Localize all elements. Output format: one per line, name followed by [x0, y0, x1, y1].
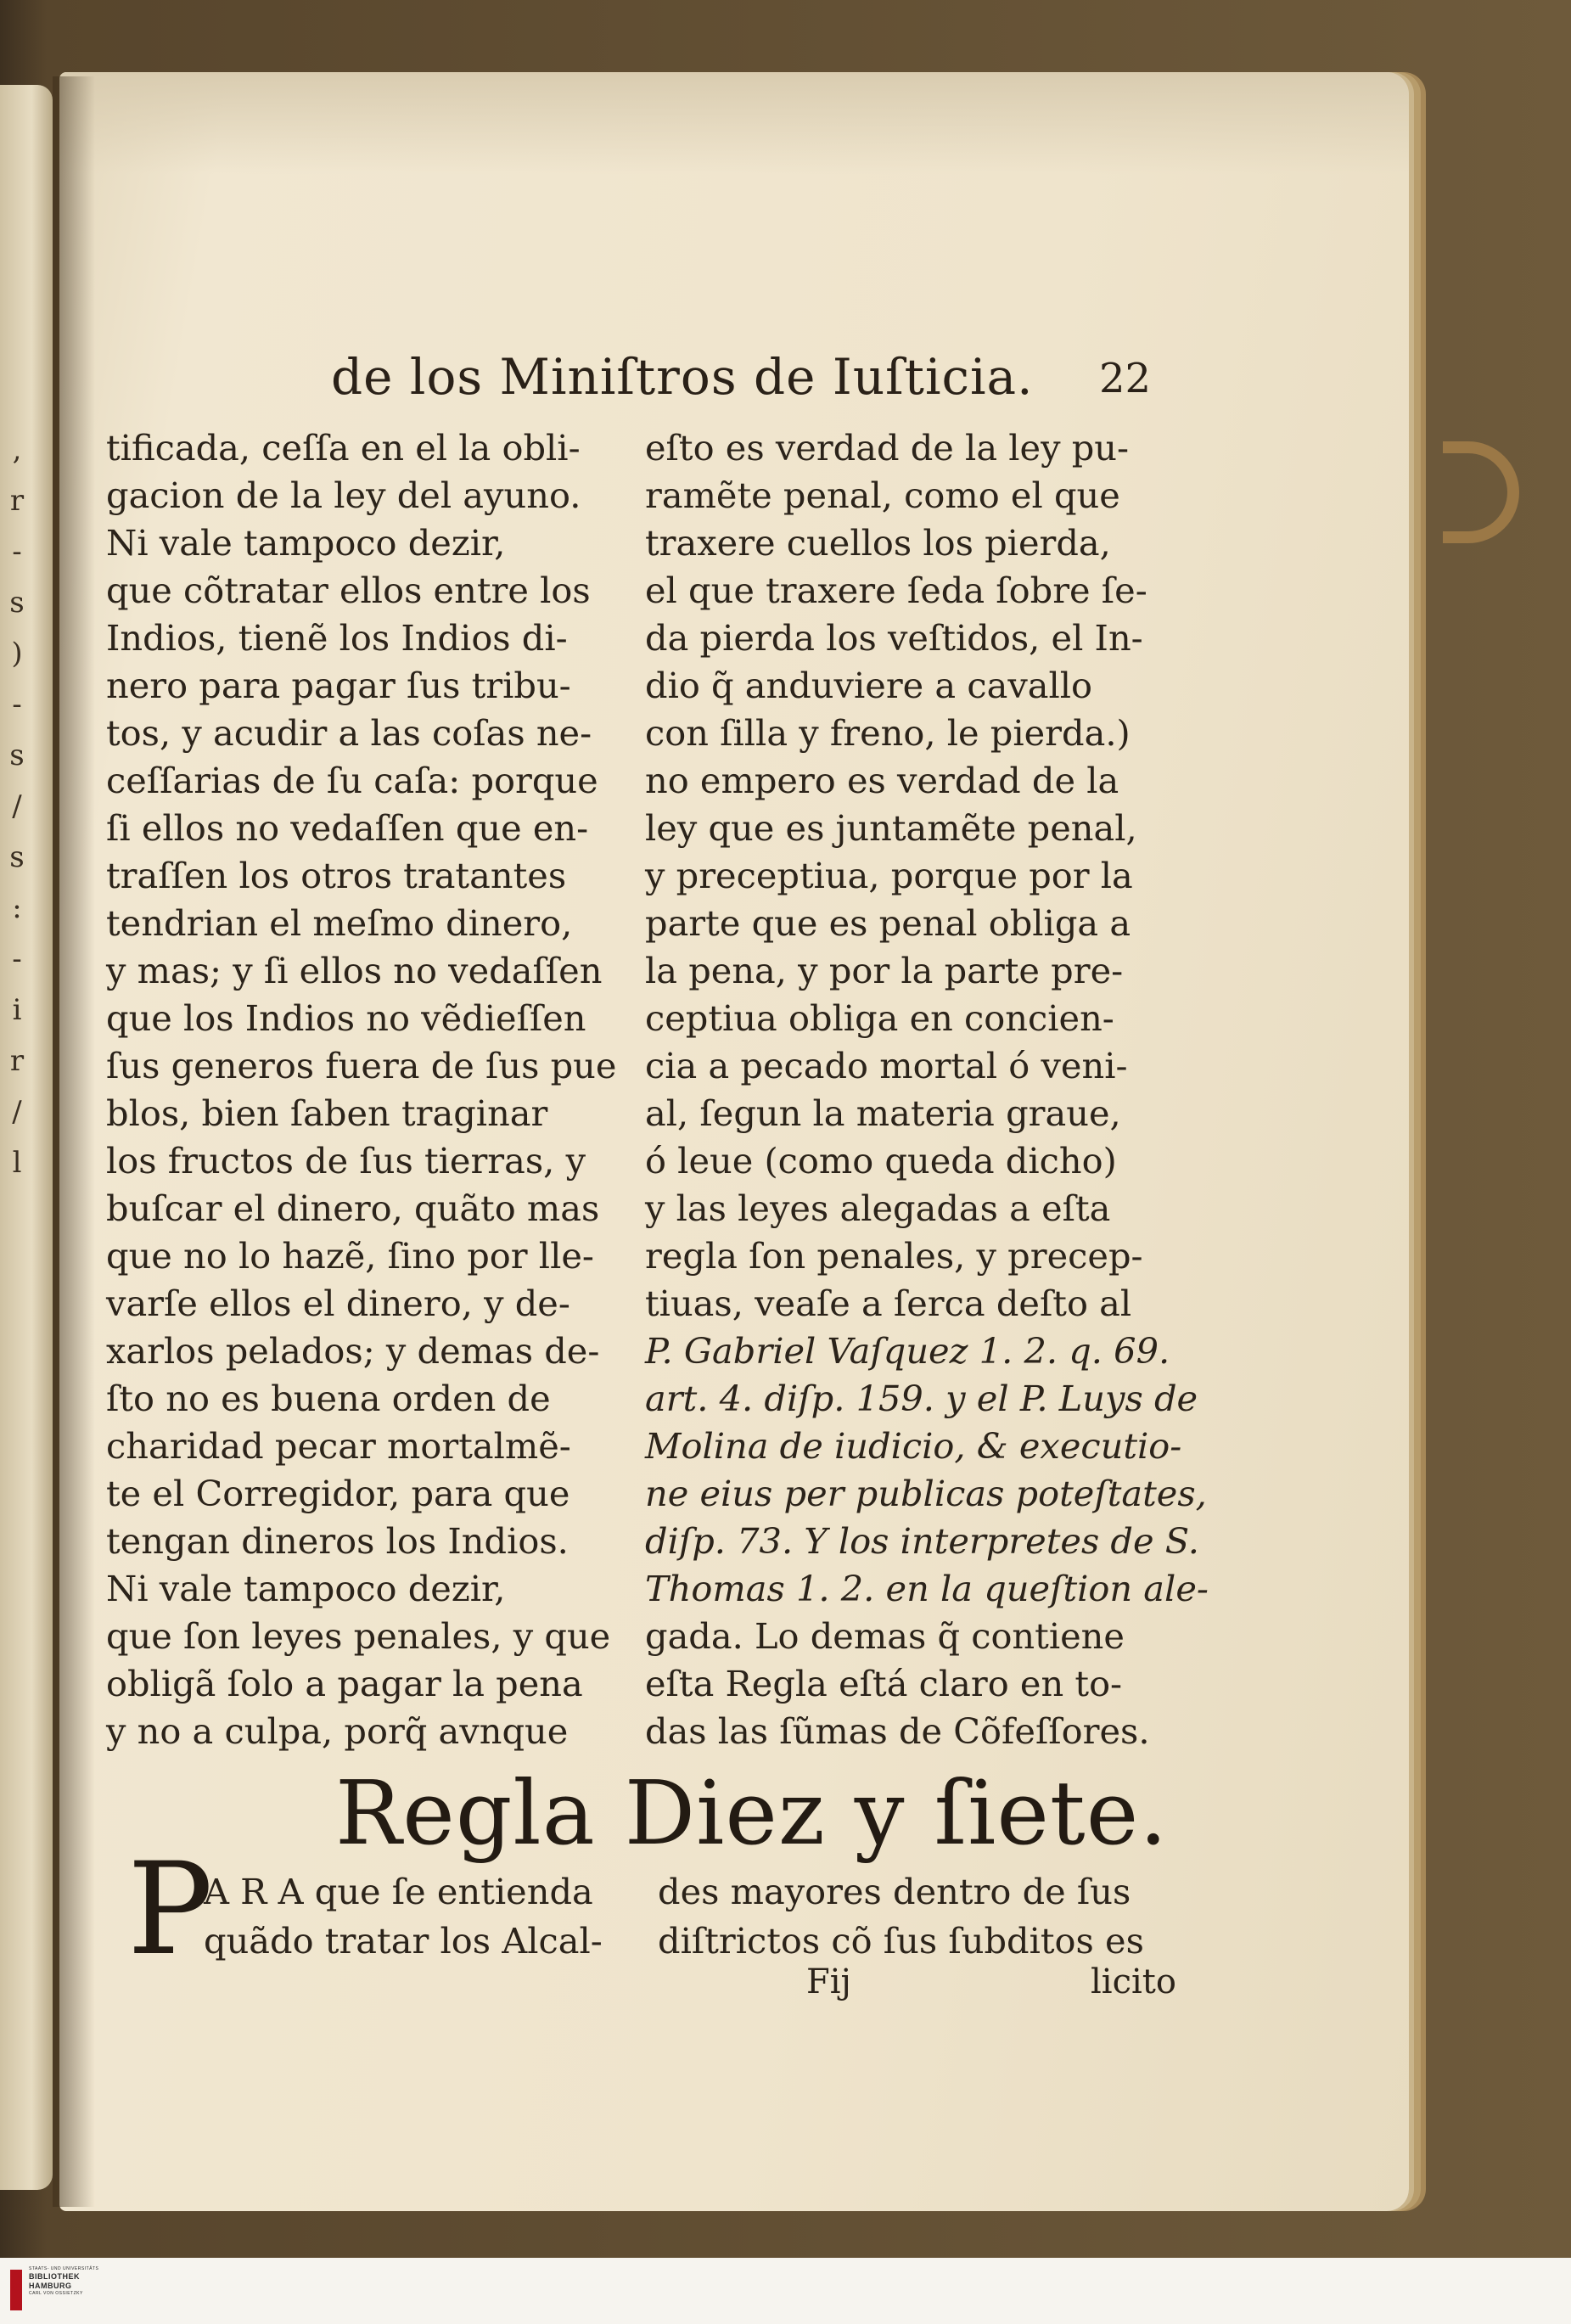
text-line: quãdo tratar los Alcal- — [204, 1920, 603, 1962]
text-line: nero para pagar ſus tribu- — [106, 665, 571, 706]
text-line: varſe ellos el dinero, y de- — [106, 1283, 570, 1324]
text-line: regla ſon penales, y precep- — [645, 1235, 1143, 1277]
text-line: diſp. 73. Y los interpretes de S. — [645, 1520, 1199, 1562]
library-logo — [10, 2266, 112, 2314]
text-line: Indios, tienẽ los Indios di- — [106, 617, 568, 659]
text-line: que no lo hazẽ, ſino por lle- — [106, 1235, 594, 1277]
text-line: dio q̃ anduviere a cavallo — [645, 665, 1093, 706]
text-line: gada. Lo demas q̃ contiene — [645, 1615, 1125, 1657]
text-line: gacion de la ley del ayuno. — [106, 474, 581, 516]
footer-strip — [0, 2258, 1571, 2324]
text-line: das las ſũmas de Cõfeſſores. — [645, 1710, 1150, 1752]
text-line: ſus generos fuera de ſus pue — [106, 1045, 617, 1086]
text-line: el que traxere ſeda ſobre ſe- — [645, 570, 1147, 611]
text-line: diſtrictos cõ ſus ſubditos es — [658, 1920, 1144, 1962]
text-line: obligã ſolo a pagar la pena — [106, 1663, 583, 1704]
text-line: ó leue (como queda dicho) — [645, 1140, 1117, 1182]
drop-cap-initial: P — [127, 1836, 213, 1984]
text-line: blos, bien ſaben traginar — [106, 1092, 548, 1134]
text-line: cia a pecado mortal ó veni- — [645, 1045, 1128, 1086]
text-line: buſcar el dinero, quãto mas — [106, 1187, 600, 1229]
logo-small-text: STAATS- UND UNIVERSITÄTS — [29, 2266, 99, 2271]
section-heading: Regla Diez y ſiete. — [335, 1761, 1169, 1865]
text-line: ſi ellos no vedaſſen que en- — [106, 807, 589, 849]
text-line: con ſilla y freno, le pierda.) — [645, 712, 1131, 754]
text-line: y no a culpa, porq̃ avnque — [106, 1710, 569, 1752]
text-line: y preceptiua, porque por la — [645, 855, 1133, 896]
text-line: tificada, ceſſa en el la obli- — [106, 427, 581, 469]
text-line: te el Corregidor, para que — [106, 1473, 570, 1514]
text-line: ne eius per publicas poteſtates, — [645, 1473, 1207, 1514]
text-line: tengan dineros los Indios. — [106, 1520, 569, 1562]
text-line: y las leyes alegadas a eſta — [645, 1187, 1111, 1229]
page-number: 22 — [1099, 355, 1152, 402]
signature-mark: Fij — [806, 1962, 851, 2001]
text-line: Thomas 1. 2. en la queſtion ale- — [645, 1568, 1209, 1609]
logo-line-1: BIBLIOTHEK — [29, 2272, 80, 2281]
text-line: xarlos pelados; y demas de- — [106, 1330, 600, 1372]
text-line: des mayores dentro de ſus — [658, 1871, 1131, 1912]
text-line: que ſon leyes penales, y que — [106, 1615, 611, 1657]
gutter-shadow — [53, 76, 95, 2207]
library-logo-text — [29, 2266, 110, 2297]
page-top-shading — [59, 72, 1409, 174]
text-line: ramẽte penal, como el que — [645, 474, 1120, 516]
text-line: ley que es juntamẽte penal, — [645, 807, 1137, 849]
text-line: Ni vale tampoco dezir, — [106, 1568, 506, 1609]
logo-small-text-2: CARL VON OSSIETZKY — [29, 2291, 83, 2296]
left-text-column — [106, 424, 615, 1755]
text-line: tos, y acudir a las coſas ne- — [106, 712, 592, 754]
text-line: da pierda los veſtidos, el In- — [645, 617, 1143, 659]
text-line: traſſen los otros tratantes — [106, 855, 567, 896]
text-line: tendrian el meſmo dinero, — [106, 902, 573, 944]
text-line: la pena, y por la parte pre- — [645, 950, 1124, 991]
library-logo-mark — [10, 2270, 22, 2310]
running-title: de los Miniſtros de Iuſticia. — [331, 348, 1034, 406]
text-line: ceſſarias de ſu caſa: porque — [106, 760, 598, 801]
text-line: y mas; y ſi ellos no vedaſſen — [106, 950, 603, 991]
text-line: al, ſegun la materia graue, — [645, 1092, 1121, 1134]
text-line: P. Gabriel Vaſquez 1. 2. q. 69. — [645, 1330, 1170, 1372]
text-line: que los Indios no vẽdieſſen — [106, 997, 586, 1039]
right-text-column — [645, 424, 1209, 1755]
running-header — [314, 348, 1163, 416]
text-line: traxere cuellos los pierda, — [645, 522, 1111, 564]
section-paragraph-right — [658, 1867, 1184, 1966]
logo-line-2: HAMBURG — [29, 2282, 72, 2290]
text-line: ceptiua obliga en concien- — [645, 997, 1114, 1039]
left-page-margin-fragments: , r - s ) - s / s : - i r / l — [9, 433, 25, 1180]
text-line: charidad pecar mortalmẽ- — [106, 1425, 571, 1467]
text-line: parte que es penal obliga a — [645, 902, 1131, 944]
text-line: eſto es verdad de la ley pu- — [645, 427, 1130, 469]
text-line: A R A que ſe entienda — [204, 1871, 593, 1912]
text-line: eſta Regla eſtá claro en to- — [645, 1663, 1123, 1704]
text-line: no empero es verdad de la — [645, 760, 1119, 801]
text-line: que cõtratar ellos entre los — [106, 570, 591, 611]
text-line: los fructos de ſus tierras, y — [106, 1140, 586, 1182]
text-line: tiuas, veaſe a ſerca deſto al — [645, 1283, 1132, 1324]
text-line: art. 4. diſp. 159. y el P. Luys de — [645, 1378, 1198, 1419]
text-line: Molina de iudicio, & executio- — [645, 1425, 1182, 1467]
text-line: Ni vale tampoco dezir, — [106, 522, 506, 564]
catchword: licito — [1091, 1962, 1176, 2001]
text-line: ſto no es buena orden de — [106, 1378, 551, 1419]
section-paragraph-left — [204, 1867, 620, 1966]
